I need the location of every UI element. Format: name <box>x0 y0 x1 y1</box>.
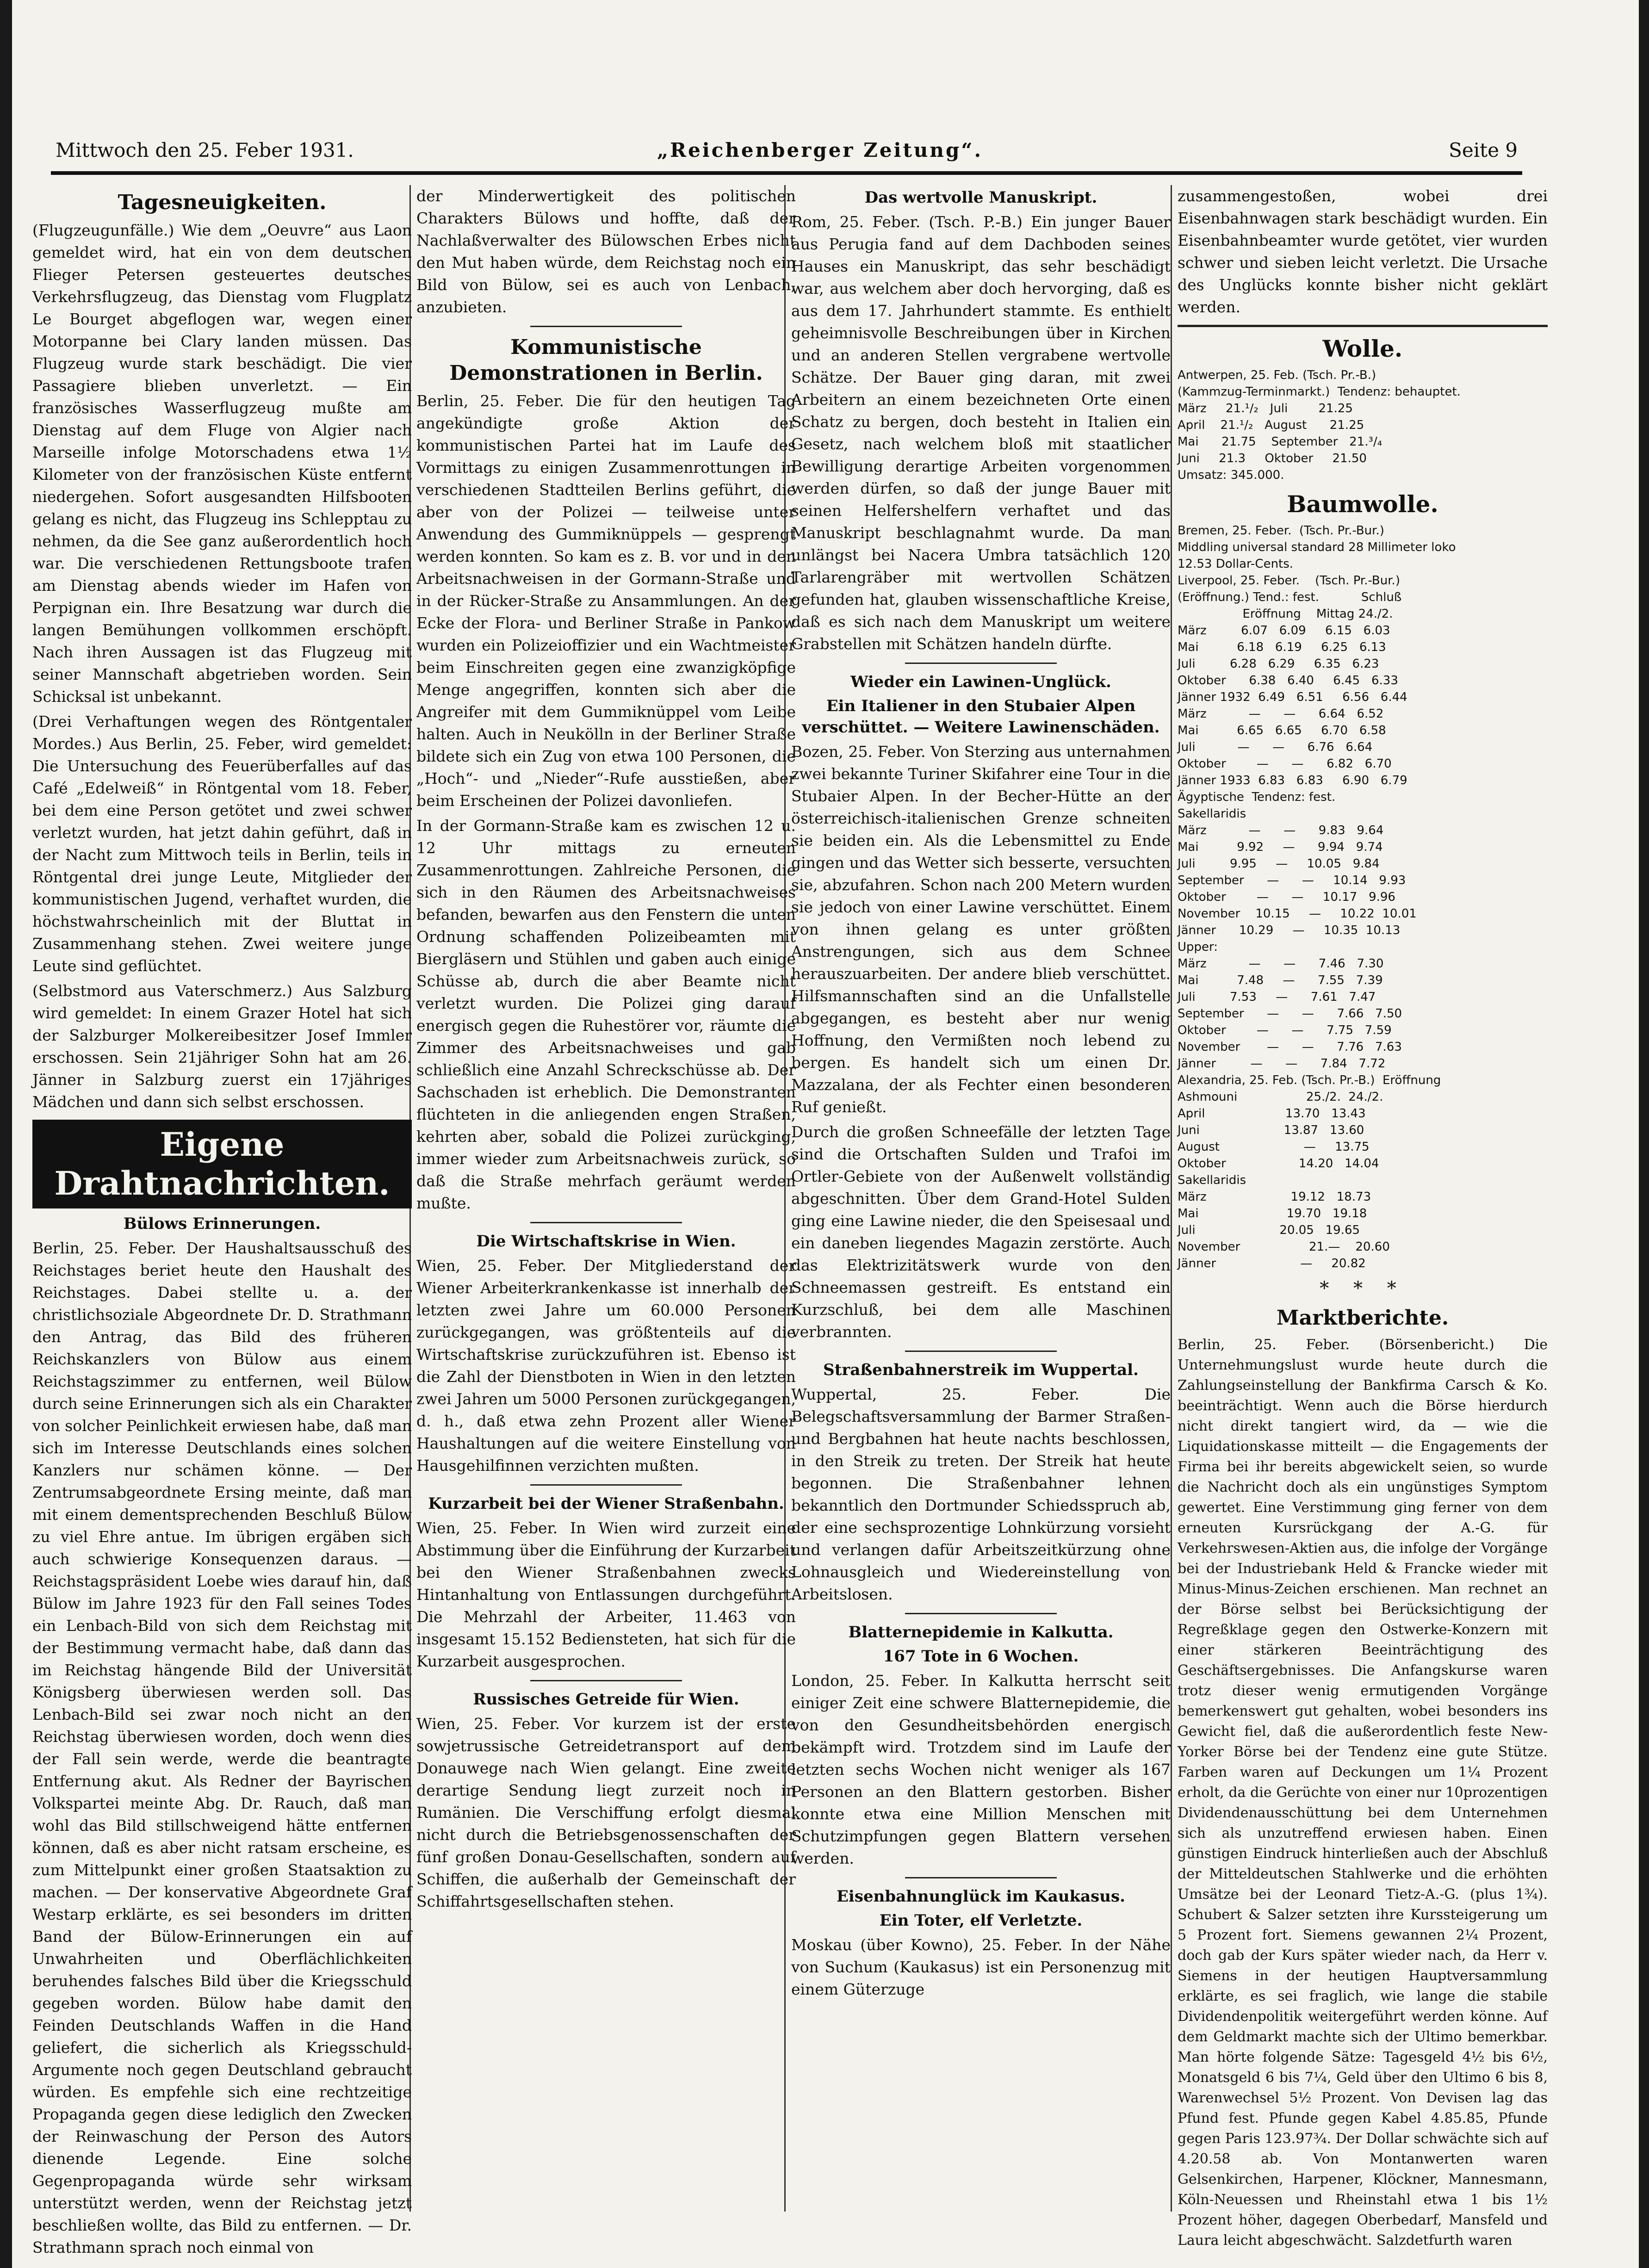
market-row: Jänner — — 7.84 7.72 <box>1178 1057 1386 1071</box>
column-2 <box>416 185 796 2230</box>
market-row: Oktober — — 6.82 6.70 <box>1178 757 1392 771</box>
article-subheading: Ein Italiener in den Stubaier Alpen verschüttet. — Weitere Lawinenschäden. <box>802 697 1160 737</box>
article-paragraph: Wien, 25. Feber. Vor kurzem ist der erste sowjetrussische Getreidetransport auf dem Donauwege nach Wien gelangt. Eine zweite derartige Sendung liegt zurzeit noch in Rumänien. Die Verschiffung erfolgt diesmal nicht durch die Betriebsgenossenschaften der fünf großen Donau-Gesellschaften, sondern auf Schiffen, die außerhalb der Gemeinschaft der Schiffahrtsgesellschaften stehen. <box>416 1715 796 1910</box>
market-row: Mai 9.92 — 9.94 9.74 <box>1178 840 1383 854</box>
article-heading: Die Wirtschaftskrise in Wien. <box>476 1232 736 1251</box>
section-heading: Tagesneuigkeiten. <box>118 191 327 214</box>
article-subheading: 167 Tote in 6 Wochen. <box>883 1647 1079 1666</box>
scan-edge-left <box>0 0 12 2268</box>
market-row: März 21.¹/₂ Juli 21.25 <box>1178 402 1353 415</box>
market-heading: Wolle. <box>1322 335 1403 362</box>
market-row: April 13.70 13.43 <box>1178 1107 1366 1121</box>
market-row: März 6.07 6.09 6.15 6.03 <box>1178 624 1390 638</box>
market-row: Mai 6.65 6.65 6.70 6.58 <box>1178 724 1386 737</box>
market-row: Liverpool, 25. Feber. (Tsch. Pr.-Bur.) <box>1178 574 1400 588</box>
market-table <box>1178 367 1548 483</box>
market-row: Umsatz: 345.000. <box>1178 468 1284 482</box>
section-rule <box>1178 325 1548 327</box>
market-row: Eröffnung Mittag 24./2. <box>1178 607 1393 621</box>
market-row: Oktober 6.38 6.40 6.45 6.33 <box>1178 674 1398 688</box>
article-heading: Bülows Erinnerungen. <box>123 1215 321 1233</box>
header-paper-title: „Reichenberger Zeitung“. <box>657 139 983 161</box>
article-divider <box>905 1351 1057 1352</box>
market-row: März — — 9.83 9.64 <box>1178 824 1384 837</box>
market-row: Mai 19.70 19.18 <box>1178 1207 1367 1221</box>
market-row: November 10.15 — 10.22 10.01 <box>1178 907 1417 921</box>
article-paragraph: Bozen, 25. Feber. Von Sterzing aus unternahmen zwei bekannte Turiner Skifahrer eine Tour in die Stubaier Alpen. In der Becher-Hütte an der österreichisch-italienischen Grenze schneiten sie beiden ein. Als die Lebensmittel zu Ende gingen und das Wetter sich besserte, versuchten sie, abzufahren. Schon nach 200 Metern wurden sie jedoch von einer Lawine verschüttet. Einem von ihnen gelang es unter größten Anstrengungen, sich aus dem Schnee herauszuarbeiten. Der andere blieb verschüttet. Hilfsmannschaften sind an die Unfallstelle abgegangen, es besteht aber nur wenig Hoffnung, den Vermißten noch lebend zu bergen. Es handelt sich um einen Dr. Mazzalana, der als Fechter einen besonderen Ruf genießt. <box>791 743 1171 1116</box>
market-row: Sakellaridis <box>1178 807 1246 821</box>
article-paragraph: Durch die großen Schneefälle der letzten Tage sind die Ortschaften Sulden und Trafoi im Ortler-Gebiete von der Außenwelt vollständig abgeschnitten. Über dem Grand-Hotel Sulden ging eine Lawine nieder, die den Speisesaal und ein daneben liegendes Magazin zerstörte. Auch das Elektrizitätswerk wurde von den Schneemassen gestreift. Es entstand ein Kurzschluß, bei dem alle Maschinen verbrannten. <box>791 1123 1171 1341</box>
market-row: Mai 21.75 September 21.³/₄ <box>1178 435 1382 449</box>
article-paragraph: In der Gormann-Straße kam es zwischen 12 u. 12 Uhr mittags zu erneuten Zusammenrottungen. Zahlreiche Personen, die sich in den Räumen des Arbeitsnachweises befanden, bewarfen aus den Fenstern die unten Ordnung schaffenden Polizeibeamten mit Biergläsern und Stühlen und gaben auch einige Schüsse ab, durch die aber Beamte nicht verletzt wurden. Die Polizei ging darauf energisch gegen die Ruhestörer vor, räumte die Zimmer des Arbeitsnachweises und gab schließlich eine Anzahl Schreckschüsse ab. Der Sachschaden ist erheblich. Die Demonstranten flüchteten in die anliegenden engen Straßen, kehrten aber, sobald die Polizei zurückging, immer wieder zum Arbeitsnachweis zurück, so daß die Straße mehrfach geräumt werden mußte. <box>416 817 796 1212</box>
article-divider <box>905 1877 1057 1878</box>
market-row: Jänner — 20.82 <box>1178 1257 1366 1270</box>
market-row: Jänner 1932 6.49 6.51 6.56 6.44 <box>1178 690 1407 704</box>
article-heading: Blatternepidemie in Kalkutta. <box>848 1623 1114 1642</box>
article-heading: Kurzarbeit bei der Wiener Straßenbahn. <box>428 1494 784 1513</box>
article-divider <box>905 663 1057 664</box>
article-paragraph: der Minderwertigkeit des politischen Charakters Bülows und hoffte, daß der Nachlaßverwalter des Bülowschen Erbes nicht den Mut haben würde, dem Reichstag noch ein Bild von Bülow, sei es auch von Lenbach, anzubieten. <box>416 187 796 316</box>
article-paragraph: (Drei Verhaftungen wegen des Röntgentaler Mordes.) Aus Berlin, 25. Feber, wird gemeldet: Die Untersuchung des Feuerüberfalles auf das Café „Edelweiß“ in Röntgental vom 18. Feber, bei dem eine Person getötet und zwei schwer verletzt wurden, hat jetzt dahin geführt, daß in der Nacht zum Mittwoch teils in Berlin, teils in Röntgental drei junge Leute, Mitglieder der kommunistischen Jugend, verhaftet wurden, die höchstwahrscheinlich mit der Bluttat in Zusammenhang stehen. Zwei weitere junge Leute sind geflüchtet. <box>32 713 412 975</box>
market-row: Bremen, 25. Feber. (Tsch. Pr.-Bur.) <box>1178 524 1384 538</box>
market-row: (Kammzug-Terminmarkt.) Tendenz: behauptet. <box>1178 385 1461 399</box>
market-row: Alexandria, 25. Feb. (Tsch. Pr.-B.) Eröffnung <box>1178 1073 1441 1087</box>
market-row: März — — 7.46 7.30 <box>1178 957 1384 971</box>
market-row: März 19.12 18.73 <box>1178 1190 1371 1204</box>
market-row: 12.53 Dollar-Cents. <box>1178 557 1294 571</box>
market-row: Antwerpen, 25. Feb. (Tsch. Pr.-B.) <box>1178 368 1376 382</box>
market-row: Juni 21.3 Oktober 21.50 <box>1178 452 1367 465</box>
article-divider <box>530 1222 682 1223</box>
section-banner: Eigene Drahtnachrichten. <box>32 1120 412 1208</box>
article-paragraph: London, 25. Feber. In Kalkutta herrscht seit einiger Zeit eine schwere Blatternepidemie, die von den Gesundheitsbehörden energisch bekämpft wird. Trotzdem sind im Laufe der letzten sechs Wochen nicht weniger als 167 Personen an den Blattern gestorben. Bisher konnte etwa eine Million Menschen mit Schutzimpfungen gegen Blattern versehen werden. <box>791 1672 1171 1867</box>
market-row: September — — 10.14 9.93 <box>1178 874 1406 887</box>
article-heading: Eisenbahnunglück im Kaukasus. <box>837 1887 1125 1906</box>
header-page-number: Seite 9 <box>1449 139 1518 161</box>
article-paragraph: Wien, 25. Feber. Der Mitgliederstand der Wiener Arbeiterkrankenkasse ist innerhalb der letzten zwei Jahre um 60.000 Personen zurückgegangen, was größtenteils auf die Wirtschaftskrise zurückzuführen ist. Ebenso ist die Zahl der Dienstboten in Wien in den letzten zwei Jahren um 5000 Personen zurückgegangen, d. h., daß etwa zehn Prozent aller Wiener Haushaltungen auf die weitere Einstellung von Hausgehilfinnen verzichten mußten. <box>416 1257 796 1475</box>
header-rule <box>51 171 1522 175</box>
article-paragraph: Berlin, 25. Feber. Die für den heutigen Tag angekündigte große Aktion der kommunistischen Partei hat im Laufe des Vormittags zu einigen Zusammenrottungen in verschiedenen Stadtteilen Berlins geführt, die aber von der Polizei — teilweise unter Anwendung des Gummiknüppels — gesprengt werden konnten. So kam es z. B. vor und in den Arbeitsnachweisen in der Gormann-Straße und in der Rücker-Straße zu Ansammlungen. An der Ecke der Flora- und Berliner Straße in Pankow wurden ein Polizeioffizier und ein Wachtmeister beim Einschreiten gegen eine zwanzigköpfige Menge angegriffen, konnten sich aber die Angreifer mit dem Gummiknüppel vom Leibe halten. Auch in Neukölln in der Berliner Straße bildete sich ein Zug von etwa 100 Personen, die „Hoch“- und „Nieder“-Rufe ausstießen, aber beim Erscheinen der Polizei davonliefen. <box>416 392 796 810</box>
market-row: November — — 7.76 7.63 <box>1178 1040 1402 1054</box>
market-row: November 21.— 20.60 <box>1178 1240 1390 1254</box>
article-paragraph: zusammengestoßen, wobei drei Eisenbahnwagen stark beschädigt wurden. Ein Eisenbahnbeamter wurde getötet, vier wurden schwer und sieben leicht verletzt. Die Ursache des Unglücks konnte bisher nicht geklärt werden. <box>1178 187 1548 316</box>
market-row: April 21.¹/₂ August 21.25 <box>1178 418 1364 432</box>
column-divider <box>1171 185 1172 2212</box>
market-row: Juli 7.53 — 7.61 7.47 <box>1178 990 1376 1004</box>
market-row: Jänner 1933 6.83 6.83 6.90 6.79 <box>1178 774 1407 787</box>
article-heading: Russisches Getreide für Wien. <box>473 1690 739 1709</box>
section-heading: Marktberichte. <box>1276 1306 1449 1330</box>
market-row: Ashmouni 25./2. 24./2. <box>1178 1090 1383 1104</box>
column-3 <box>791 185 1171 2230</box>
page-header <box>56 134 1518 167</box>
header-date: Mittwoch den 25. Feber 1931. <box>56 139 354 161</box>
market-row: Middling universal standard 28 Millimeter loko <box>1178 540 1456 554</box>
article-paragraph: Berlin, 25. Feber. Der Haushaltsausschuß des Reichstages beriet heute den Haushalt des Reichstages. Dabei stellte u. a. der christlichsoziale Abgeordnete Dr. D. Strathmann den Antrag, das Bild des früheren Reichskanzlers von Bülow aus einem Reichstagszimmer zu entfernen, weil Bülow durch seine Erinnerungen sich als ein Charakter von solcher Peinlichkeit erwiesen habe, daß man sich im Interesse Deutschlands eines solchen Kanzlers nur schämen könne. — Der Zentrumsabgeordnete Ersing meinte, daß man mit einem dementsprechenden Beschluß Bülow zu viel Ehre antue. Im übrigen ergäben sich auch schwierige Konsequenzen daraus. — Reichstagspräsident Loebe wies darauf hin, daß Bülow im Jahre 1923 für den Fall seines Todes ein Lenbach-Bild von sich dem Reichstag mit der Bestimmung vermacht habe, daß dann das im Reichstag hängende Bild der Universität Königsberg überwiesen werden soll. Das Lenbach-Bild sei zwar noch nicht an den Reichstag überwiesen worden, doch wenn dies der Fall sein werde, werde die beantragte Entfernung akut. Als Redner der Bayrischen Volkspartei meinte Abg. Dr. Rauch, daß man wohl das Bild stillschweigend hätte entfernen können, daß es aber nicht ratsam erscheine, es zum Mittelpunkt einer großen Staatsaktion zu machen. — Der konservative Abgeordnete Graf Westarp erklärte, es sei besonders im dritten Band der Bülow-Erinnerungen ein auf Unwahrheiten und Oberflächlichkeiten beruhendes falsches Bild über die Kriegsschuld gegeben worden. Bülow habe damit den Feinden Deutschlands Waffen in die Hand geliefert, die sicherlich als Kriegsschuld-Argumente noch gegen Deutschland gebraucht würden. Es empfehle sich eine rechtzeitige Propaganda gegen diese lediglich den Zwecken der Reinwaschung der Person des Autors dienende Legende. Eine solche Gegenpropaganda würde sehr wirksam unterstützt werden, wenn der Reichstag jetzt beschließen wollte, das Bild zu entfernen. — Dr. Strathmann sprach noch einmal von <box>32 1239 412 2256</box>
market-heading: Baumwolle. <box>1287 490 1438 518</box>
market-row: September — — 7.66 7.50 <box>1178 1007 1402 1021</box>
market-row: Oktober — — 7.75 7.59 <box>1178 1023 1392 1037</box>
article-heading: Kommunistische Demonstrationen in Berlin. <box>449 335 763 385</box>
market-row: Oktober — — 10.17 9.96 <box>1178 890 1395 904</box>
article-heading: Wieder ein Lawinen-Unglück. <box>850 673 1111 691</box>
market-row: Sakellaridis <box>1178 1173 1246 1187</box>
market-wolle <box>1178 334 1548 1272</box>
article-paragraph: (Selbstmord aus Vaterschmerz.) Aus Salzburg wird gemeldet: In einem Grazer Hotel hat sich der Salzburger Molkereibesitzer Josef Immler erschossen. Sein 21jähriger Sohn hat am 26. Jänner in Salzburg zuerst ein 17jähriges Mädchen und dann sich selbst erschossen. <box>32 982 412 1111</box>
article-divider <box>905 1613 1057 1614</box>
market-row: Juni 13.87 13.60 <box>1178 1123 1364 1137</box>
market-row: Oktober 14.20 14.04 <box>1178 1157 1379 1171</box>
column-4 <box>1178 185 1548 2249</box>
market-row: Ägyptische Tendenz: fest. <box>1178 790 1336 804</box>
market-row: Jänner 10.29 — 10.35 10.13 <box>1178 923 1401 937</box>
market-row: (Eröffnung.) Tend.: fest. Schluß <box>1178 590 1402 604</box>
market-row: März — — 6.64 6.52 <box>1178 707 1384 721</box>
article-paragraph: Moskau (über Kowno), 25. Feber. In der Nähe von Suchum (Kaukasus) ist ein Personenzug mit einem Güterzuge <box>791 1936 1171 1998</box>
article-paragraph: Berlin, 25. Feber. (Börsenbericht.) Die Unternehmungslust wurde heute durch die Zahlungseinstellung der Bankfirma Carsch & Ko. beeinträchtigt. Wenn auch die Börse hierdurch nicht direkt tangiert wird, da — wie die Liquidationskasse mitteilt — die Engagements der Firma bei ihr bereits abgewickelt seien, so wurde die Nachricht doch als ein ungünstiges Symptom gewertet. Eine Verstimmung ging ferner von dem erneuten Kursrückgang der A.-G. für Verkehrswesen-Aktien aus, die infolge der Vorgänge bei der Industriebank Held & Francke wieder mit Minus-Minus-Zeichen erschienen. Man rechnet an der Börse selbst bei Berücksichtigung der Regreßklage gegen den Ostwerke-Konzern mit einer stärkeren Beeinträchtigung des Geschäftsergebnisses. Die Anfangskurse waren trotz dieser wenig ermutigenden Vorgänge bemerkenswert gut gehalten, wobei besonders ins Gewicht fiel, daß die außerordentlich feste New-Yorker Börse bei der Tendenz eine gute Stütze. Farben waren auf Deckungen um 1¼ Prozent erholt, da die Gerüchte von einer nur 10prozentigen Dividendenausschüttung bei dem Unternehmen sich als unzutreffend erwiesen haben. Einen günstigen Eindruck hinterließen auch der Abschluß der Mitteldeutschen Stahlwerke und die erhöhten Umsätze bei der Leonard Tietz-A.-G. (plus 1¾). Schubert & Salzer setzten ihre Kurssteigerung um 5 Prozent fort. Siemens gewannen 2¼ Prozent, doch gab der Kurs später wieder nach, da Herr v. Siemens in der heutigen Hauptversammlung erklärte, es sei fraglich, wie lange die stabile Dividendenpolitik weitergeführt werden könne. Auf dem Geldmarkt machte sich der Ultimo bemerkbar. Man hörte folgende Sätze: Tagesgeld 4½ bis 6½, Monatsgeld 6 bis 7¼, Geld über den Ultimo 6 bis 8, Warenwechsel 5½ Prozent. Von Devisen lag das Pfund fest. Pfunde gegen Kabel 4.85.85, Pfunde gegen Paris 123.97¾. Der Dollar schwächte sich auf 4.20.58 ab. Von Montanwerten waren Gelsenkirchen, Harpener, Klöckner, Mannesmann, Köln-Neuessen und Rheinstahl etwa 1 bis 1½ Prozent höher, dagegen Oberbedarf, Mansfeld und Laura leicht abgeschwächt. Salzdetfurth waren <box>1178 1337 1548 2249</box>
market-row: August — 13.75 <box>1178 1140 1370 1154</box>
article-paragraph: Wuppertal, 25. Feber. Die Belegschaftsversammlung der Barmer Straßen- und Bergbahnen hat heute nachts beschlossen, in den Streik zu treten. Der Streik hat heute begonnen. Die Straßenbahner lehnen bekanntlich den Dortmunder Schiedsspruch ab, der eine sechsprozentige Lohnkürzung vorsieht und verlangen dafür Arbeitszeitkürzung ohne Lohnausgleich und Wiedereinstellung von Arbeitslosen. <box>791 1385 1171 1603</box>
scan-edge-right <box>1639 0 1649 2268</box>
article-divider <box>530 1484 682 1486</box>
market-row: Juli 9.95 — 10.05 9.84 <box>1178 857 1380 871</box>
article-divider <box>530 326 682 327</box>
article-heading: Straßenbahnerstreik im Wuppertal. <box>823 1361 1139 1379</box>
market-table <box>1178 522 1548 1272</box>
market-row: Juli — — 6.76 6.64 <box>1178 740 1373 754</box>
section-stars: * * * <box>1320 1278 1406 1299</box>
market-row: Mai 7.48 — 7.55 7.39 <box>1178 973 1383 987</box>
market-row: Juli 6.28 6.29 6.35 6.23 <box>1178 657 1379 671</box>
market-row: Upper: <box>1178 940 1218 954</box>
market-row: Mai 6.18 6.19 6.25 6.13 <box>1178 640 1386 654</box>
article-paragraph: Rom, 25. Feber. (Tsch. P.-B.) Ein junger Bauer aus Perugia fand auf dem Dachboden seines Hauses ein Manuskript, das sehr beschädigt war, aus welchem aber doch hervorging, daß es aus dem 17. Jahrhundert stammte. Es enthielt geheimnisvolle Beschreibungen über in Kirchen und an anderen Stellen vergrabene wertvolle Schätze. Der Bauer ging daran, mit zwei Arbeitern an einem bezeichneten Orte einen Schatz zu bergen, doch besteht in Italien ein Gesetz, nach welchem bloß mit staatlicher Bewilligung derartige Arbeiten vorgenommen werden dürfen, so daß der junge Bauer mit seinen Helfershelfern verhaftet und das Manuskript beschlagnahmt wurde. Da man unlängst bei Nacera Umbra tatsächlich 120 Tarlarengräber mit wertvollen Schätzen gefunden hat, glauben wissenschaftliche Kreise, daß es sich nach dem Manuskript um weitere Grabstellen mit Schätzen handeln dürfte. <box>791 213 1171 653</box>
article-subheading: Ein Toter, elf Verletzte. <box>879 1911 1083 1930</box>
article-divider <box>530 1680 682 1681</box>
article-heading: Das wertvolle Manuskript. <box>864 188 1097 207</box>
article-paragraph: (Flugzeugunfälle.) Wie dem „Oeuvre“ aus Laon gemeldet wird, hat ein von dem deutschen Flieger Petersen gesteuertes deutsches Verkehrsflugzeug, das Dienstag vom Flugplatz Le Bourget abgeflogen war, wegen einer Motorpanne bei Clary landen müssen. Das Flugzeug wurde stark beschädigt. Die vier Passagiere blieben unverletzt. — Ein französisches Wasserflugzeug mußte am Dienstag auf dem Fluge von Algier nach Marseille infolge Motorschadens etwa 1½ Kilometer von der französischen Küste entfernt niedergehen. Sofort ausgesandten Hilfsbooten gelang es nicht, das Flugzeug ins Schlepptau zu nehmen, da die See ganz außerordentlich hoch war. Die verschiedenen Rettungsboote trafen am Dienstag abends wieder im Hafen von Perpignan ein. Ihre Besatzung war durch die langen Bemühungen vollkommen erschöpft. Nach ihren Aussagen ist das Flugzeug mit seiner Mannschaft abgetrieben worden. Sein Schicksal ist unbekannt. <box>32 221 412 706</box>
article-paragraph: Wien, 25. Feber. In Wien wird zurzeit eine Abstimmung über die Einführung der Kurzarbeit bei den Wiener Straßenbahnen zwecks Hintanhaltung von Entlassungen durchgeführt. Die Mehrzahl der Arbeiter, 11.463 von insgesamt 15.152 Bediensteten, hat sich für die Kurzarbeit ausgesprochen. <box>416 1519 796 1670</box>
market-row: Juli 20.05 19.65 <box>1178 1223 1360 1237</box>
column-1 <box>32 185 412 2256</box>
